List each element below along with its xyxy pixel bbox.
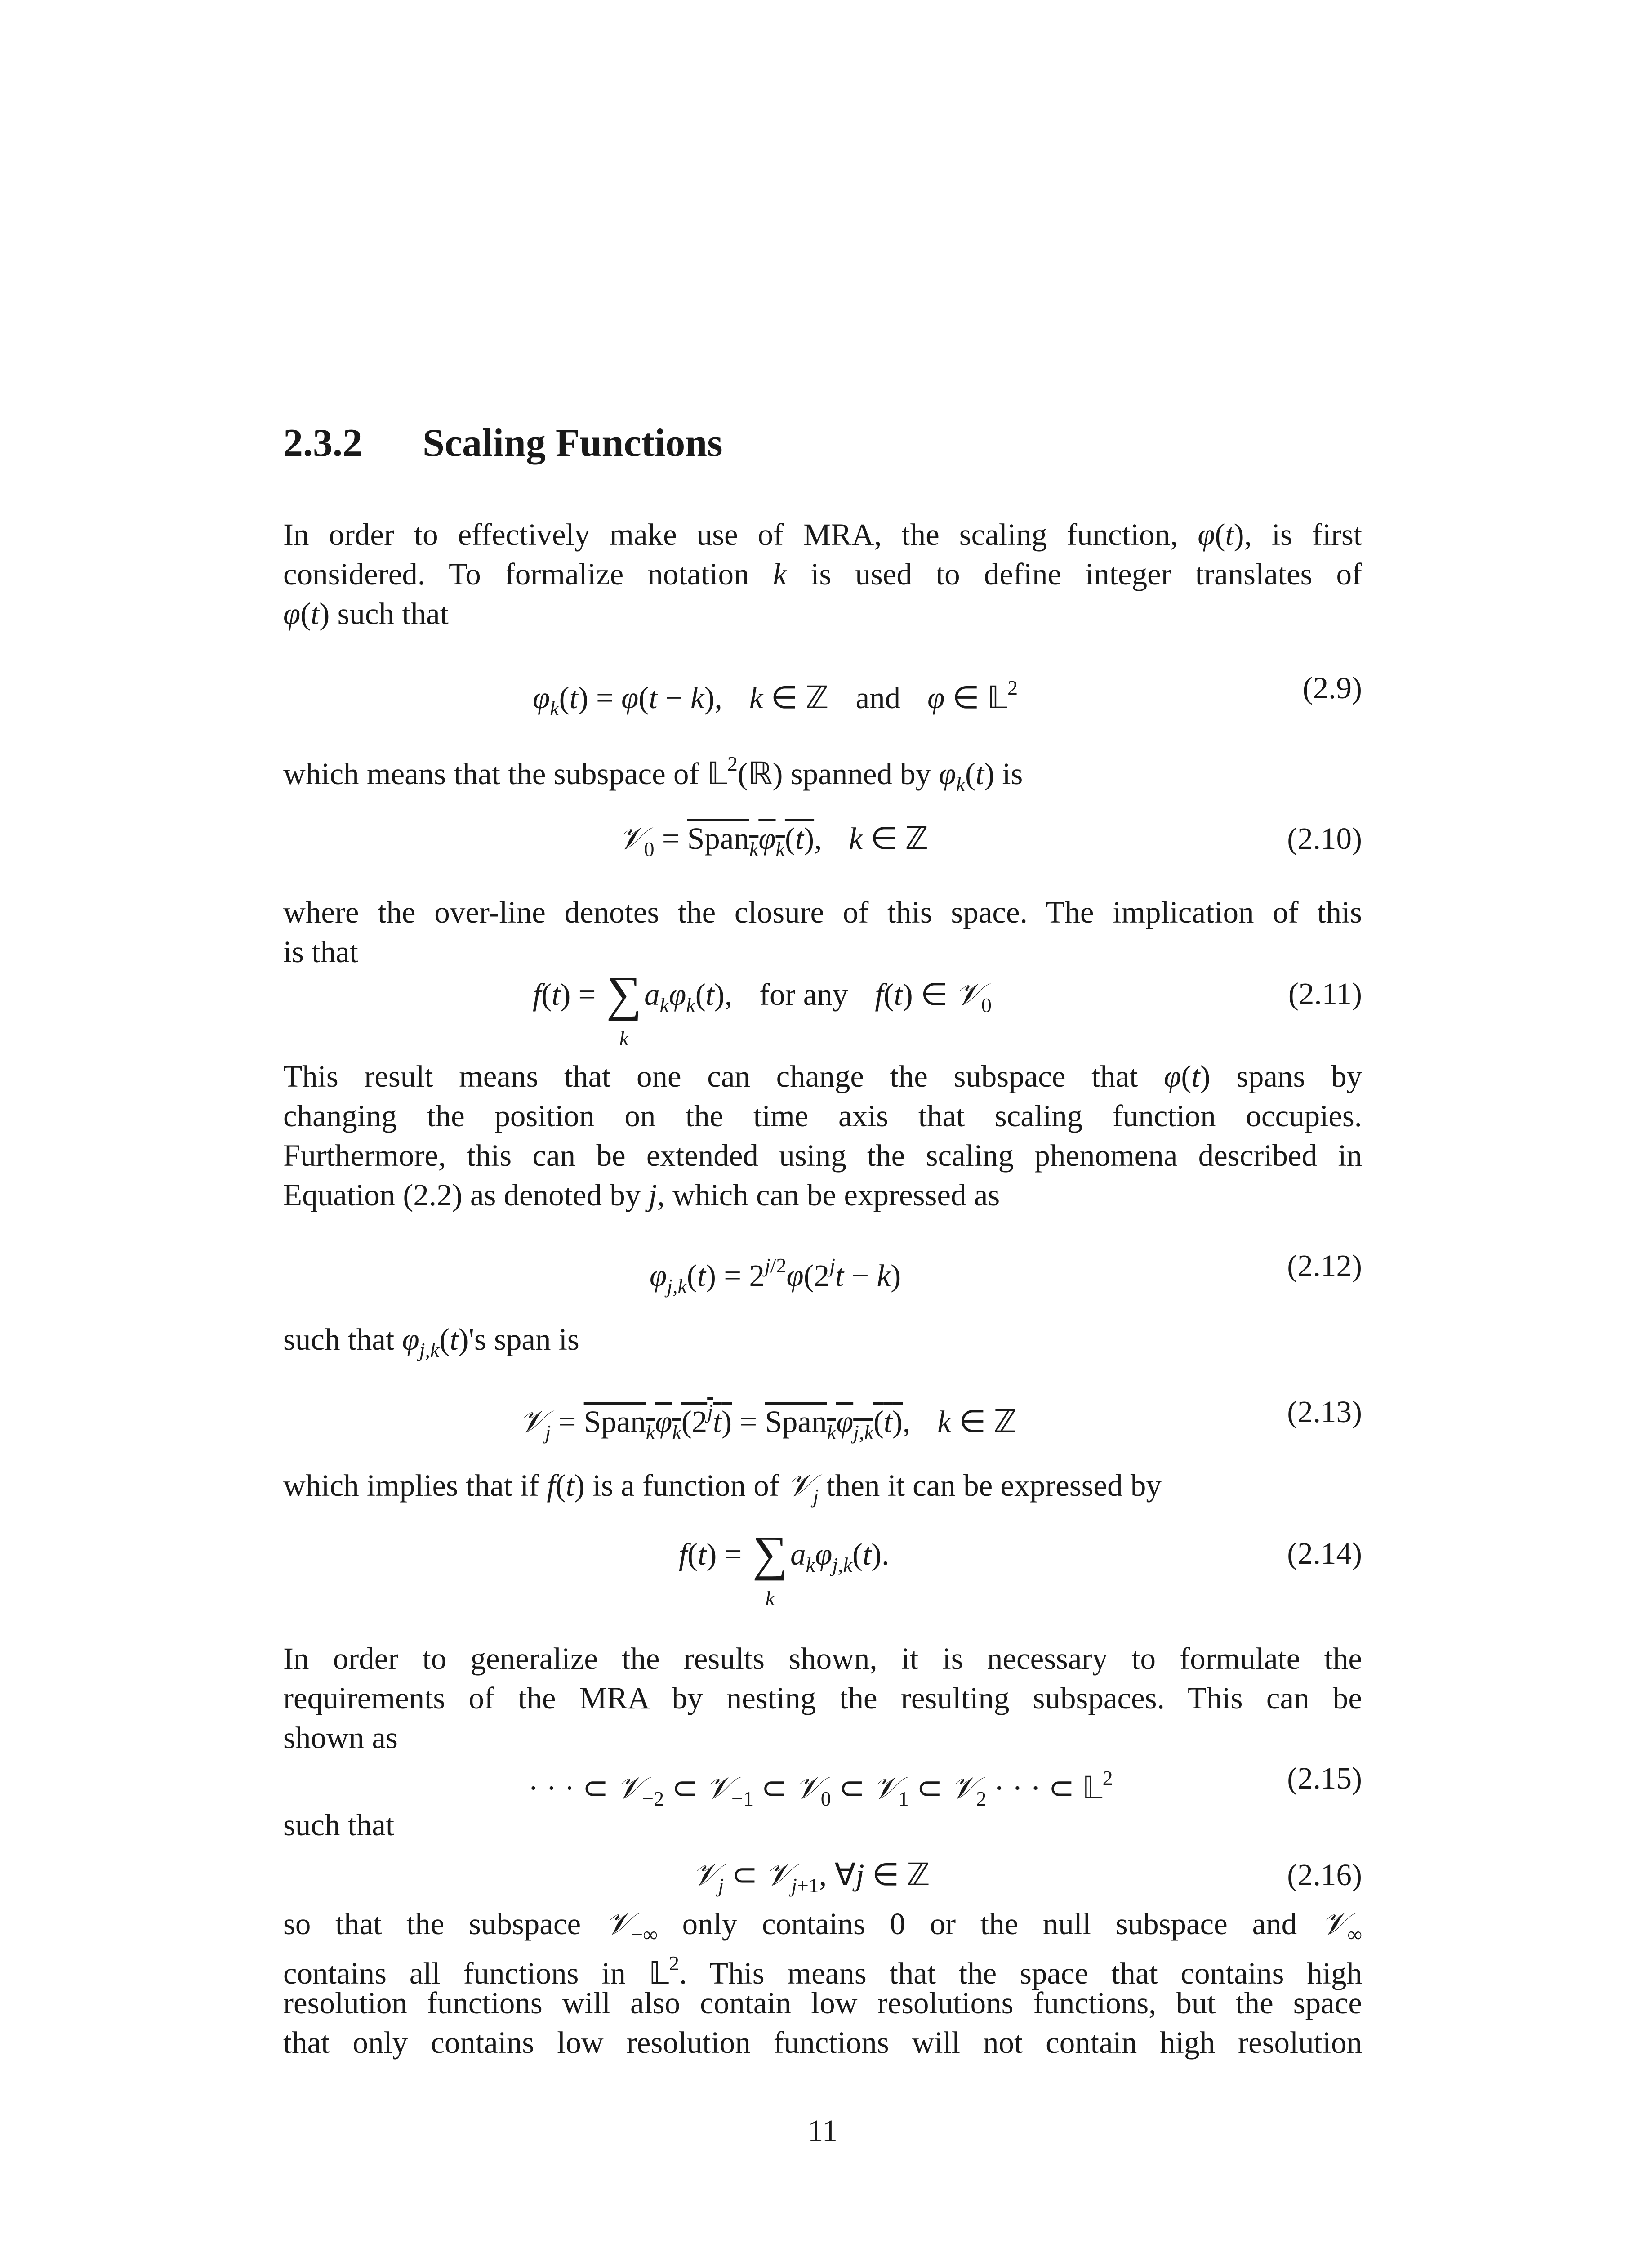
- paragraph-6-line-1: which implies that if f(t) is a function of 𝒱$_j$ then it can be expressed by: [283, 1468, 1162, 1508]
- equation-number: (2.16): [1287, 1858, 1362, 1892]
- paragraph-4-line-3: Furthermore, this can be extended using the scaling phenomena described in: [283, 1138, 1362, 1173]
- paragraph-9-line-3: resolution functions will also contain low resolutions functions, but the space: [283, 1986, 1362, 2020]
- summation-symbol: ∑ k: [752, 1526, 788, 1610]
- paragraph-4-line-1: This result means that one can change the subspace that φ(t) spans by: [283, 1059, 1362, 1093]
- equation-2-10: 𝒱$_0$ = $Span_k\varphi_k(t)$, k ∈ ℤ (2.10): [283, 814, 1362, 863]
- equation-2-9: $\varphi_k(t) = \varphi(t - k)$, k ∈ ℤ and φ ∈ 𝕃$^2$ (2.9): [283, 663, 1362, 713]
- paragraph-4-line-2: changing the position on the time axis that scaling function occupies.: [283, 1099, 1362, 1133]
- paragraph-9-line-4: that only contains low resolution functions will not contain high resolution: [283, 2025, 1362, 2060]
- summation-symbol: ∑ k: [606, 966, 642, 1050]
- equation-2-12: $\varphi_{j,k}(t) = 2^{j/2}\varphi(2^jt - k)$ (2.12): [283, 1241, 1362, 1290]
- equation-number: (2.13): [1287, 1395, 1362, 1429]
- word-and: and: [855, 681, 901, 715]
- equation-2-15: · · · ⊂ 𝒱$_{-2}$ ⊂ 𝒱$_{-1}$ ⊂ 𝒱$_0$ ⊂ 𝒱$_1$ ⊂ 𝒱$_2$ · · · ⊂ 𝕃$^2$ (2.15): [283, 1753, 1362, 1803]
- paragraph-1-line-1: In order to effectively make use of MRA, the scaling function, φ(t), is first: [283, 517, 1362, 552]
- paragraph-9-line-2: contains all functions in 𝕃$^2$. This means that the space that contains high: [283, 1952, 1362, 1990]
- paragraph-3-line-2: is that: [283, 935, 358, 969]
- paragraph-3-line-1: where the over-line denotes the closure of this space. The implication of this: [283, 895, 1362, 929]
- paragraph-1-line-2: considered. To formalize notation k is used to define integer translates of: [283, 557, 1362, 591]
- equation-2-13: 𝒱$_j$ = $Span_k\varphi_k(2^jt)$ = $Span_k\varphi_{j,k}(t)$, k ∈ ℤ (2.13): [283, 1387, 1362, 1436]
- equation-number: (2.9): [1302, 671, 1362, 705]
- paragraph-2-line-1: which means that the subspace of 𝕃$^2$(ℝ) spanned by $\varphi_k(t)$ is: [283, 752, 1023, 796]
- equation-number: (2.14): [1287, 1536, 1362, 1570]
- paragraph-5-line-1: such that $\varphi_{j,k}(t)'s$ span is: [283, 1322, 579, 1361]
- page-number: 11: [807, 2114, 838, 2148]
- section-number: 2.3.2: [283, 421, 362, 465]
- span-word: Span: [687, 821, 749, 856]
- equation-number: (2.15): [1287, 1761, 1362, 1795]
- equation-2-14: f(t) = ∑ k $a_k\varphi_{j,k}(t)$. (2.14): [679, 1526, 1362, 1610]
- section-heading: [283, 420, 722, 466]
- words-for-any: for any: [759, 977, 848, 1012]
- equation-number: (2.12): [1287, 1249, 1362, 1283]
- paragraph-4-line-4: Equation (2.2) as denoted by j, which can be expressed as: [283, 1178, 1000, 1212]
- section-title: Scaling Functions: [423, 421, 723, 465]
- paragraph-9-line-1: so that the subspace 𝒱$_{-\infty}$ only contains 0 or the null subspace and 𝒱$_\infty$: [283, 1907, 1362, 1946]
- paragraph-7-line-2: requirements of the MRA by nesting the resulting subspaces. This can be: [283, 1681, 1362, 1715]
- paragraph-7-line-1: In order to generalize the results shown, it is necessary to formulate the: [283, 1641, 1362, 1676]
- paragraph-7-line-3: shown as: [283, 1721, 398, 1755]
- equation-2-16: 𝒱$_j$ ⊂ 𝒱$_{j+1}$, ∀j ∈ ℤ (2.16): [283, 1850, 1362, 1900]
- equation-2-11: f(t) = ∑ k $a_k\varphi_k(t)$, for any f(t) ∈ 𝒱$_0$ (2.11): [533, 966, 1362, 1050]
- paper-page: [283, 0, 1362, 2248]
- paragraph-8-line-1: such that: [283, 1808, 395, 1842]
- equation-number: (2.10): [1287, 821, 1362, 856]
- equation-number: (2.11): [1288, 977, 1362, 1011]
- paragraph-1-line-3: φ(t) such that: [283, 597, 449, 631]
